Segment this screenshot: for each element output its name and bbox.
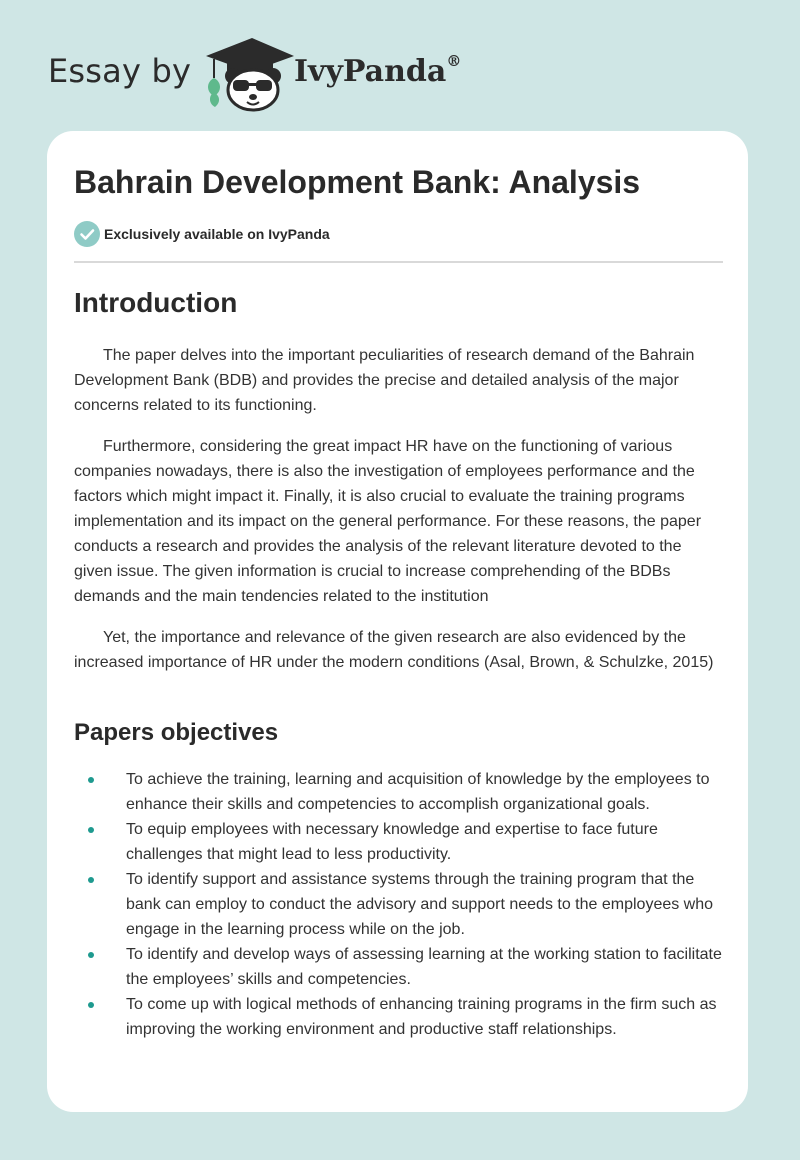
list-item (74, 992, 723, 1042)
introduction-body (74, 343, 723, 691)
bullet-icon (88, 827, 94, 833)
bullet-icon (88, 877, 94, 883)
divider (74, 261, 723, 263)
introduction-heading: Introduction (74, 287, 238, 318)
exclusive-badge-label: Exclusively available on IvyPanda (104, 226, 330, 242)
brand-prefix: Essay by (48, 52, 192, 90)
bullet-icon (88, 777, 94, 783)
list-item-text: To identify and develop ways of assessing learning at the working station to facilitate the employees’ skills and competencies. (126, 946, 722, 988)
paragraph: The paper delves into the important peculiarities of research demand of the Bahrain Development Bank (BDB) and provides the precise and detailed analysis of the major concerns related to its functioning. (74, 347, 695, 414)
list-item (74, 817, 723, 867)
list-item-text: To equip employees with necessary knowledge and expertise to face future challenges that might lead to less productivity. (126, 821, 658, 863)
list-item-text: To come up with logical methods of enhancing training programs in the firm such as improving the working environment and productive staff relationships. (126, 996, 717, 1038)
registered-mark: ® (446, 52, 462, 70)
check-circle-icon (74, 221, 100, 247)
list-item (74, 767, 723, 817)
objectives-heading: Papers objectives (74, 719, 279, 746)
paragraph: Furthermore, considering the great impact HR have on the functioning of various companies nowadays, there is also the investigation of employees performance and the factors which might impact it. Finally, it is also crucial to evaluate the training programs implementation and its impact on the general performance. For these reasons, the paper conducts a research and provides the analysis of the relevant literature devoted to the given issue. The given information is crucial to increase comprehending of the BDBs demands and the main tendencies related to the institution (74, 438, 702, 605)
exclusive-badge (74, 221, 330, 247)
brand-header (48, 34, 468, 114)
list-item-text: To identify support and assistance systems through the training program that the bank can employ to conduct the advisory and support needs to the employees who engage in the learning process while on the job. (126, 871, 714, 938)
paragraph: Yet, the importance and relevance of the given research are also evidenced by the increased importance of HR under the modern conditions (Asal, Brown, & Schulzke, 2015) (74, 629, 714, 671)
objectives-list (74, 767, 723, 1042)
brand-name[interactable]: IvyPanda® (294, 52, 462, 89)
bullet-icon (88, 1002, 94, 1008)
list-item-text: To achieve the training, learning and acquisition of knowledge by the employees to enhance their skills and competencies to accomplish organizational goals. (126, 771, 710, 813)
list-item (74, 867, 723, 942)
bullet-icon (88, 952, 94, 958)
essay-card (47, 131, 748, 1112)
panda-graduate-icon[interactable] (200, 34, 296, 112)
page-title: Bahrain Development Bank: Analysis (74, 164, 641, 200)
list-item (74, 942, 723, 992)
